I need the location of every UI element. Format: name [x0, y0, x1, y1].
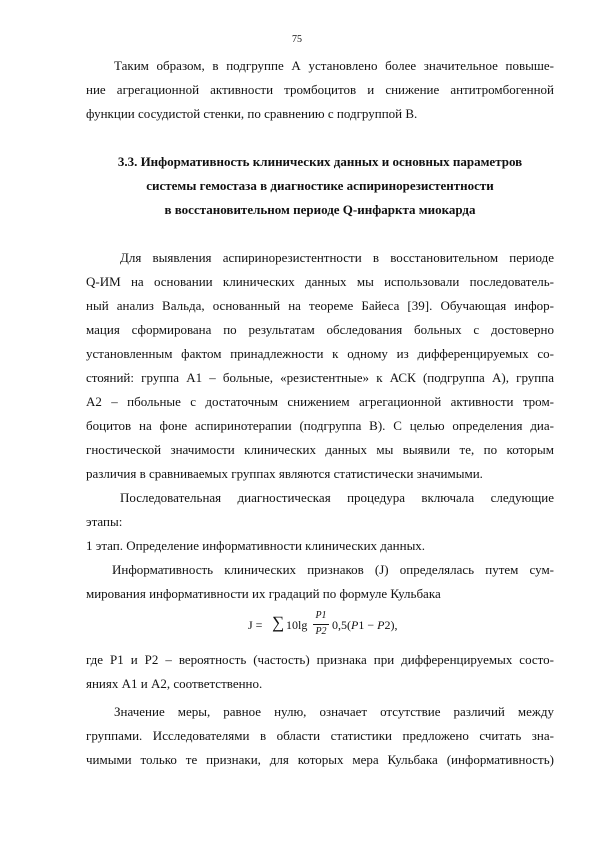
formula-p1-index: 1	[358, 618, 365, 632]
para1-line-2: ние агрегационной активности тромбоцитов и снижение антитромбогенной	[86, 82, 554, 97]
formula-p1-var: P	[351, 618, 359, 632]
para3-line-1: Последовательная диагностическая процедура включала следующие	[120, 490, 554, 505]
para2-line-9: гностической значимости клинических данных мы выявили те, по которым	[86, 442, 554, 457]
section-heading-line-1: 3.3. Информативность клинических данных и основных параметров	[117, 154, 523, 169]
para2-line-2: Q-ИМ на основании клинических данных мы использовали последователь-	[86, 274, 554, 289]
formula-sum-sign: ∑	[272, 613, 285, 632]
para1-line-1: Таким образом, в подгруппе А установлено более значительное повыше-	[114, 58, 554, 73]
para2-line-6: стояний: группа А1 – больные, «резистентные» к АСК (подгруппа А), группа	[86, 370, 554, 385]
formula-lhs: J =	[248, 618, 263, 632]
para2-line-10: различия в сравниваемых группах являются статистически значимыми.	[86, 466, 483, 481]
para2-line-3: ный анализ Вальда, основанный на теореме Байеса [39]. Обучающая инфор-	[86, 298, 554, 313]
para2-line-5: установленным фактом принадлежности к одному из дифференцируемых со-	[86, 346, 554, 361]
para2-line-4: мация сформирована по результатам обследования больных с достоверно	[86, 322, 554, 337]
para5-line-2: яниях А1 и А2, соответственно.	[86, 676, 263, 691]
formula-fraction-bar	[313, 624, 329, 625]
para6-line-3: чимыми только те признаки, для которых мера Кульбака (информативность)	[86, 752, 554, 767]
section-heading-line-2: системы гемостаза в диагностике аспиринорезистентности	[146, 178, 494, 193]
para2-line-8: боцитов на фоне аспиринотерапии (подгруппа В). С целью определения диа-	[86, 418, 554, 433]
formula-denominator: P2	[315, 626, 327, 637]
para5-line-1: где P1 и P2 – вероятность (частость) признака при дифференцируемых состо-	[86, 652, 554, 667]
section-heading-line-3: в восстановительном периоде Q-инфаркта миокарда	[164, 202, 476, 217]
para2-line-1: Для выявления аспиринорезистентности в восстановительном периоде	[120, 250, 554, 265]
para4-line-2: мирования информативности их градаций по формуле Кульбака	[86, 586, 441, 601]
para6-line-2: группами. Исследователями в области статистики предложено считать зна-	[86, 728, 554, 743]
formula-p2-var: P	[377, 618, 385, 632]
stage1-line: 1 этап. Определение информативности клинических данных.	[86, 538, 426, 553]
page-number: 75	[292, 34, 302, 45]
formula-close: ),	[390, 618, 398, 632]
formula-numerator: P1	[315, 610, 327, 621]
para2-line-7: А2 – пбольные с достаточным снижением агрегационной активности тром-	[86, 394, 554, 409]
formula-rest	[332, 618, 397, 633]
para4-line-1: Информативность клинических признаков (J) определялась путем сум-	[112, 562, 554, 577]
formula-p2-index: 2	[384, 618, 391, 632]
para3-line-2: этапы:	[86, 514, 123, 529]
para1-line-3: функции сосудистой стенки, по сравнению с подгруппой В.	[86, 106, 418, 121]
formula-factor: 0,5(	[332, 618, 351, 632]
para6-line-1: Значение меры, равное нулю, означает отсутствие различий между	[114, 704, 554, 719]
formula-log: 10lg	[286, 618, 308, 632]
formula-minus: −	[364, 618, 378, 632]
